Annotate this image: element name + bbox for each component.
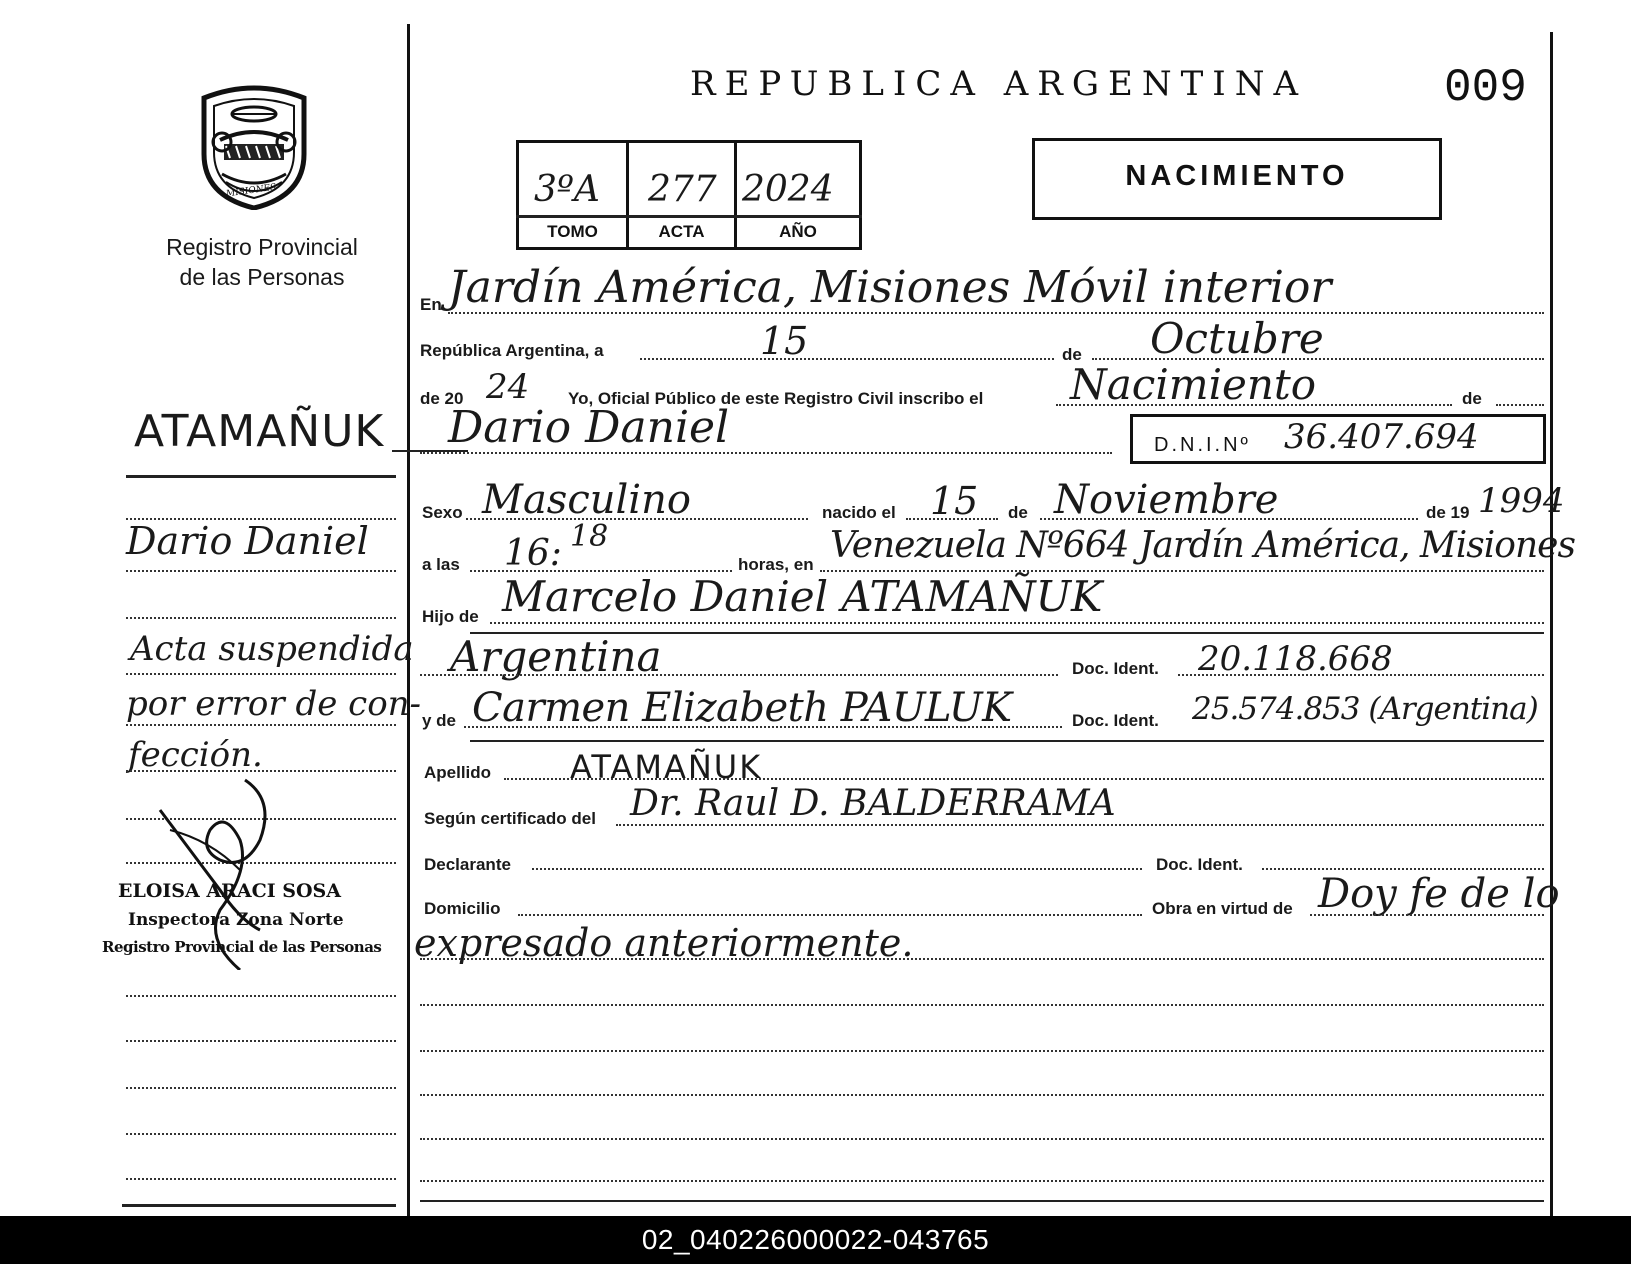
act-type-label: NACIMIENTO [1125,160,1349,192]
registration-day: 15 [760,319,809,363]
box-label-divider [516,215,862,218]
name-line [420,452,1112,454]
right-border-line [1550,32,1553,1216]
domicilio-line [518,914,1142,916]
mother-doc: 25.574.853 (Argentina) [1192,691,1538,727]
birth-place: Venezuela Nº664 Jardín América, Misiones [830,525,1575,566]
acta-label: ACTA [658,222,705,241]
left-dotted-line [126,617,396,619]
horas-label: horas, en [738,555,814,574]
inscribo-line [1056,404,1452,406]
left-note-line-3: fección. [128,735,263,775]
obra-value: Doy fe de lo [1318,871,1560,917]
birth-day-line [906,518,998,520]
birth-day: 15 [930,479,979,523]
left-dotted-line [126,995,396,997]
left-dotted-line [126,1133,396,1135]
segun-line [616,824,1544,826]
father-doc-line [1178,674,1544,676]
page-number: 009 [1444,62,1527,114]
declarante-label: Declarante [424,855,511,874]
nacido-label: nacido el [822,503,896,522]
left-note-line-1: Acta suspendida [130,629,414,669]
anio-label: AÑO [779,222,817,241]
mother-line [464,726,1062,728]
inscribed-act-type: Nacimiento [1070,360,1317,409]
stamp-line-2: Inspectora Zona Norte [128,910,344,930]
apellido-line [504,778,1544,780]
page-title: REPUBLICA ARGENTINA [690,64,1308,104]
left-surname: ATAMAÑUK [134,406,385,457]
birth-hour: 16: [504,533,562,574]
sexo-label: Sexo [422,503,463,522]
declarante-doc-line [1262,868,1544,870]
en-line [448,312,1544,314]
blank-line [420,1050,1544,1052]
document-code: 02_040226000022-043765 [641,1224,990,1255]
blank-line [420,1004,1544,1006]
surname-value: ATAMAÑUK [570,748,763,786]
declarante-line [532,868,1142,870]
de-label: de [1008,503,1028,522]
de-label: de [1062,345,1082,364]
yde-label: y de [422,711,457,730]
tomo-value: 3ºA [534,169,600,210]
birth-month: Noviembre [1054,477,1279,523]
yo-oficial-label: Yo, Oficial Público de este Registro Civil inscribo el [568,389,984,408]
father-line [490,622,1544,624]
document-code-bar [0,1216,1631,1264]
en-label: En [420,295,442,314]
hijo-label: Hijo de [422,607,479,626]
de-20-label: de 20 [420,389,464,408]
de-label: de [1462,389,1482,408]
left-dotted-line [126,724,396,726]
day-line [640,358,1054,360]
obra-line [1310,914,1544,916]
sex-value: Masculino [482,477,691,523]
birth-year: 1994 [1478,481,1565,521]
father-name: Marcelo Daniel ATAMAÑUK [502,572,1103,621]
left-bottom-line [122,1204,396,1207]
registro-line-1: Registro Provincial [166,234,358,260]
left-given-name: Dario Daniel [126,519,369,563]
left-divider-line [407,24,410,1216]
registro-line-2: de las Personas [179,264,345,290]
seal-label-bottom: MISIONES [225,182,277,200]
apellido-label: Apellido [424,763,492,782]
bottom-rule [420,1200,1544,1202]
doc-ident-label: Doc. Ident. [1072,659,1159,678]
child-given-name: Dario Daniel [448,402,730,453]
mother-name: Carmen Elizabeth PAULUK [472,685,1012,731]
doc-ident-label: Doc. Ident. [1072,711,1159,730]
left-surname-underline [126,475,396,478]
blank-line [420,1094,1544,1096]
obra-label: Obra en virtud de [1152,899,1293,918]
alas-label: a las [422,555,460,574]
left-dotted-line [126,570,396,572]
place-of-registration: Jardín América, Misiones Móvil interior [448,262,1332,313]
left-dotted-line [126,1040,396,1042]
doc-ident-label: Doc. Ident. [1156,855,1243,874]
sexo-line [466,518,808,520]
anio-value: 2024 [742,169,834,210]
left-dotted-line [126,1178,396,1180]
certifying-doctor: Dr. Raul D. BALDERRAMA [630,783,1116,824]
dni-label: D.N.I.Nº [1154,434,1251,456]
dni-number: 36.407.694 [1284,417,1479,457]
blank-line [420,1138,1544,1140]
registration-month: Octubre [1150,314,1324,363]
obra-continuation: expresado anteriormente. [414,921,914,965]
tomo-label: TOMO [547,222,598,241]
segun-label: Según certificado del [424,809,596,828]
left-dotted-line [126,1087,396,1089]
de-19-label: de 19 [1426,503,1470,522]
birth-minute: 18 [570,519,609,554]
stamp-line-1: ELOISA ARACI SOSA [118,880,341,902]
de-line [1496,404,1544,406]
father-doc: 20.118.668 [1198,639,1393,679]
left-note-line-2: por error de con- [126,684,422,724]
domicilio-label: Domicilio [424,899,501,918]
left-dotted-line [126,673,396,675]
registration-year-suffix: 24 [486,367,530,407]
blank-line [420,1180,1544,1182]
birth-month-line [1040,518,1418,520]
acta-value: 277 [648,169,717,210]
stamp-line-3: Registro Provincial de las Personas [102,938,382,956]
father-nationality: Argentina [450,632,662,681]
continuation-line [420,958,1544,960]
mother-rule [470,740,1544,742]
republica-label: República Argentina, a [420,341,604,360]
father-nat-line [420,674,1058,676]
